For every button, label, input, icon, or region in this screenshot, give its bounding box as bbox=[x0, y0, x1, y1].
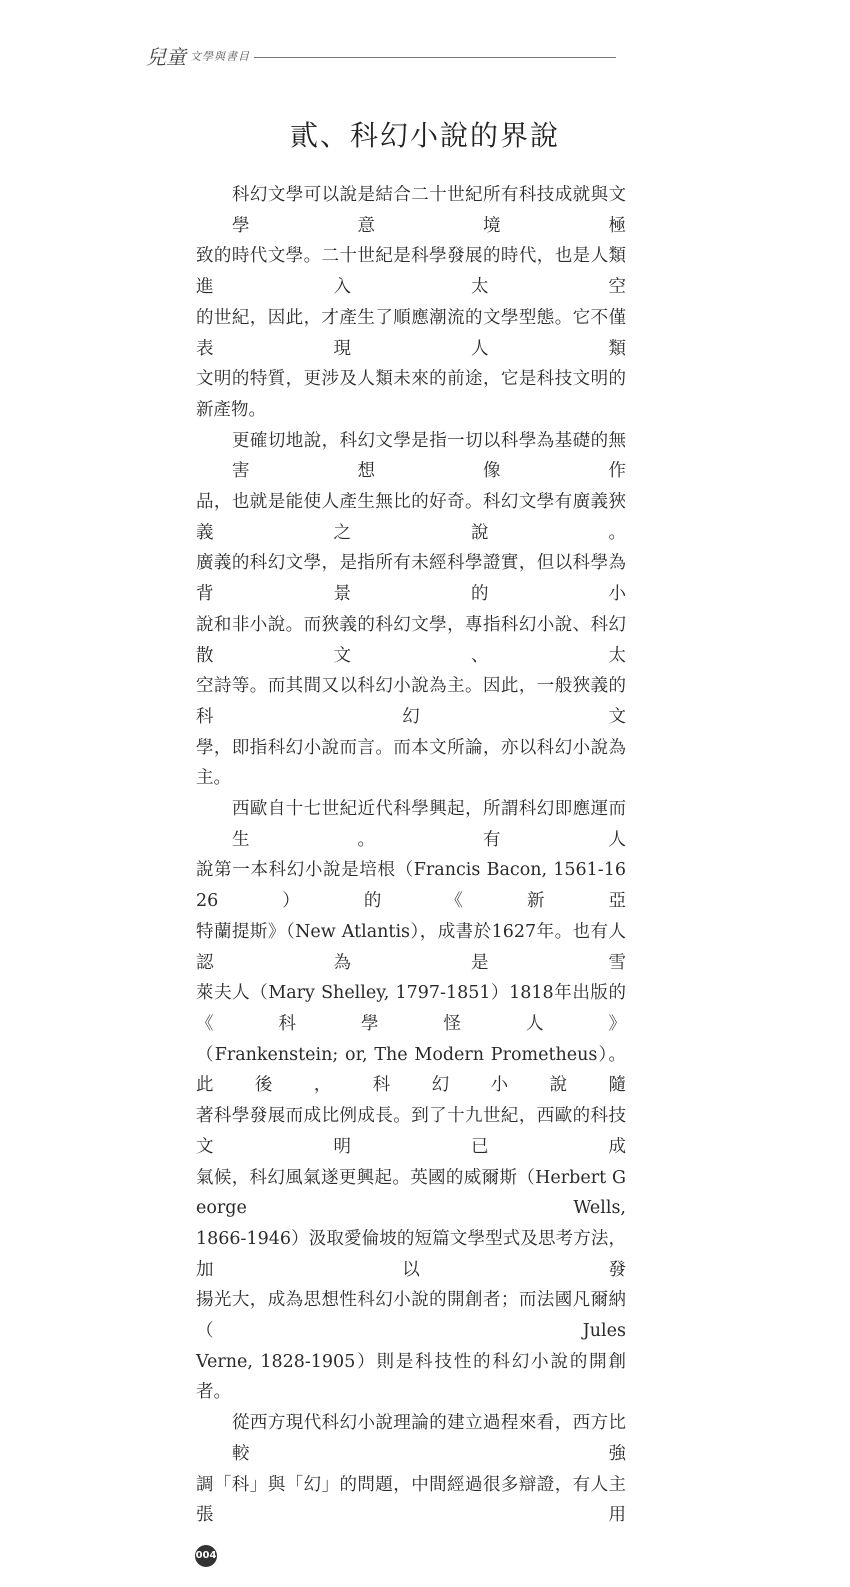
text-line: 文明的特質，更涉及人類未來的前途，它是科技文明的新產物。 bbox=[196, 369, 626, 420]
text-line: 學，即指科幻小說而言。而本文所論，亦以科幻小說為主。 bbox=[196, 737, 626, 789]
text-line: 萊夫人（Mary Shelley, 1797-1851）1818年出版的《科學怪人》 bbox=[196, 983, 626, 1034]
text-line: 從西方現代科幻小說理論的建立過程來看，西方比較強 bbox=[232, 1413, 626, 1464]
header-rule bbox=[254, 57, 616, 58]
text-line: 1866-1946）汲取愛倫坡的短篇文學型式及思考方法，加以發 bbox=[196, 1228, 626, 1280]
text-line: Verne, 1828-1905）則是科技性的科幻小說的開創者。 bbox=[196, 1351, 626, 1403]
page-number: 004 bbox=[195, 1545, 217, 1567]
running-header-title-small: 文學與書目 bbox=[190, 50, 250, 63]
text-line: 西歐自十七世紀近代科學興起，所謂科幻即應運而生。有人 bbox=[232, 799, 626, 850]
text-line: 說和非小說。而狹義的科幻文學，專指科幻小說、科幻散文、太 bbox=[196, 614, 626, 666]
text-line: 調「科」與「幻」的問題，中間經過很多辯證，有人主張用 bbox=[196, 1474, 626, 1526]
text-line: 空詩等。而其間又以科幻小說為主。因此，一般狹義的科幻文 bbox=[196, 676, 626, 727]
text-line: 更確切地說，科幻文學是指一切以科學為基礎的無害想像作 bbox=[232, 430, 626, 482]
text-line: 科幻文學可以說是結合二十世紀所有科技成就與文學意境極 bbox=[232, 185, 626, 236]
running-header-title-large: 兒童 bbox=[146, 45, 186, 69]
text-line: 致的時代文學。二十世紀是科學發展的時代，也是人類進入太空 bbox=[196, 246, 626, 298]
text-line: 氣候，科幻風氣遂更興起。英國的威爾斯（Herbert George Wells, bbox=[196, 1167, 626, 1219]
text-line: 特蘭提斯》（New Atlantis），成書於1627年。也有人認為是雪 bbox=[196, 921, 626, 973]
text-line: 說第一本科幻小說是培根（Francis Bacon, 1561-1626）的《新亞 bbox=[196, 860, 626, 912]
text-line: 廣義的科幻文學，是指所有未經科學證實，但以科學為背景的小 bbox=[196, 553, 626, 605]
text-line: 著科學發展而成比例成長。到了十九世紀，西歐的科技文明已成 bbox=[196, 1106, 626, 1157]
text-line: 品，也就是能使人產生無比的好奇。科幻文學有廣義狹義之說。 bbox=[196, 492, 626, 543]
text-line: 揚光大，成為思想性科幻小說的開創者；而法國凡爾納（Jules bbox=[196, 1290, 626, 1342]
section-title: 貳、科幻小說的界說 bbox=[289, 119, 560, 152]
text-line: 的世紀，因此，才產生了順應潮流的文學型態。它不僅表現人類 bbox=[196, 307, 626, 359]
body-text bbox=[196, 180, 626, 1531]
text-line: （Frankenstein; or, The Modern Prometheus）。此後，科幻小說隨 bbox=[196, 1044, 626, 1096]
running-header bbox=[146, 44, 616, 70]
